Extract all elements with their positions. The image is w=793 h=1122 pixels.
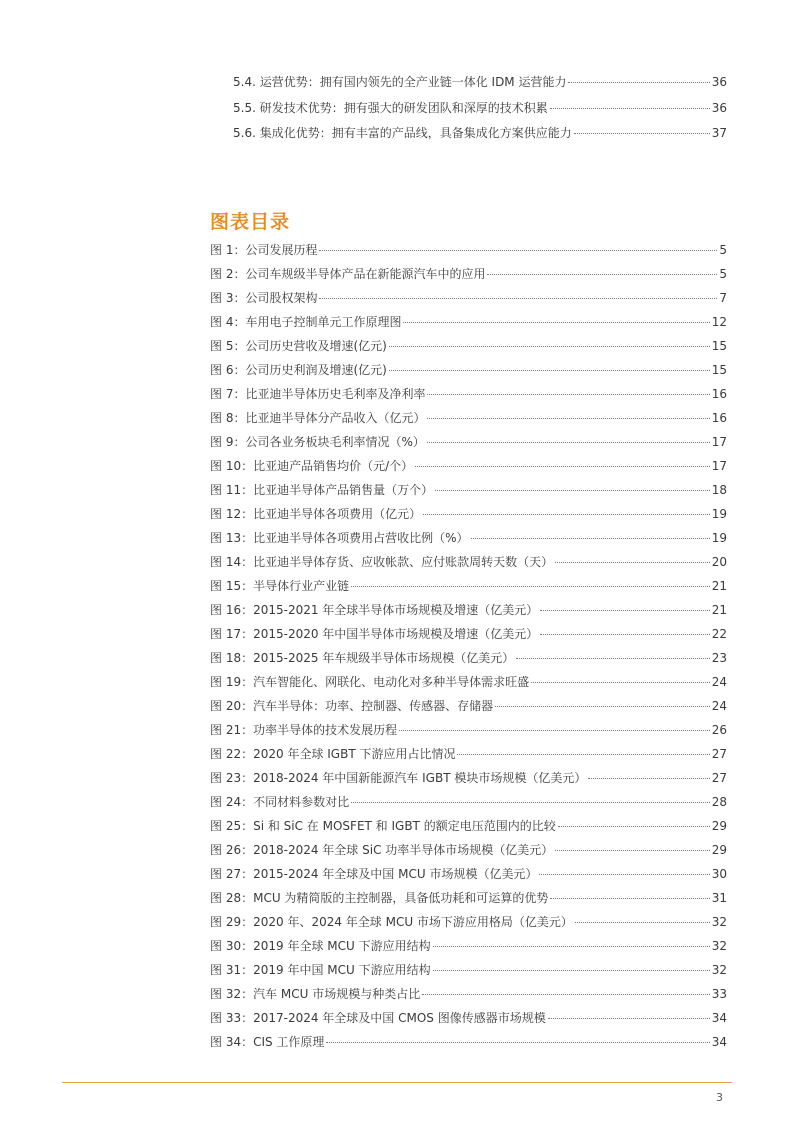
figure-entry-label: 图 22：2020 年全球 IGBT 下游应用占比情况	[210, 747, 456, 761]
figure-entry-label: 图 19：汽车智能化、网联化、电动化对多种半导体需求旺盛	[210, 675, 530, 689]
figure-entry-page: 32	[711, 963, 727, 977]
dot-leader	[550, 108, 710, 109]
figure-entry-label: 图 21：功率半导体的技术发展历程	[210, 723, 398, 737]
dot-leader	[319, 298, 717, 299]
dot-leader	[326, 1042, 709, 1043]
dot-leader	[555, 850, 709, 851]
figure-entry[interactable]	[210, 482, 727, 498]
figure-entry[interactable]	[210, 962, 727, 978]
figure-entry-label: 图 4：车用电子控制单元工作原理图	[210, 315, 402, 329]
dot-leader	[351, 586, 710, 587]
figure-entry-label: 图 18：2015-2025 年车规级半导体市场规模（亿美元）	[210, 651, 515, 665]
dot-leader	[574, 133, 710, 134]
figure-entry-label: 图 10：比亚迪产品销售均价（元/个）	[210, 459, 414, 473]
figure-entry-page: 29	[711, 819, 727, 833]
figure-entry-page: 21	[711, 603, 727, 617]
figure-index-title: 图表目录	[210, 211, 291, 233]
figure-entry-label: 图 3：公司股权架构	[210, 291, 318, 305]
figure-entry-page: 27	[711, 771, 727, 785]
figure-entry-page: 15	[711, 363, 727, 377]
dot-leader	[435, 490, 710, 491]
figure-entry-label: 图 17：2015-2020 年中国半导体市场规模及增速（亿美元）	[210, 627, 539, 641]
figure-entry-label: 图 5：公司历史营收及增速(亿元)	[210, 339, 387, 353]
figure-entry-page: 15	[711, 339, 727, 353]
figure-entry-label: 图 13：比亚迪半导体各项费用占营收比例（%）	[210, 531, 469, 545]
figure-entry[interactable]	[210, 554, 727, 570]
figure-entry-page: 30	[711, 867, 727, 881]
figure-entry[interactable]	[210, 842, 727, 858]
dot-leader	[555, 562, 710, 563]
figure-entry[interactable]	[210, 506, 727, 522]
toc-entry-5-4[interactable]	[233, 74, 727, 90]
figure-entry-label: 图 32：汽车 MCU 市场规模与种类占比	[210, 987, 421, 1001]
dot-leader	[427, 442, 710, 443]
dot-leader	[403, 322, 709, 323]
dot-leader	[558, 826, 710, 827]
figure-entry[interactable]	[210, 914, 727, 930]
toc-entry-5-6[interactable]	[233, 125, 727, 141]
figure-entry-label: 图 16：2015-2021 年全球半导体市场规模及增速（亿美元）	[210, 603, 539, 617]
dot-leader	[457, 754, 709, 755]
toc-entry-label: 5.4. 运营优势：拥有国内领先的全产业链一体化 IDM 运营能力	[233, 75, 567, 89]
dot-leader	[540, 610, 709, 611]
figure-entry-label: 图 28：MCU 为精简版的主控制器，具备低功耗和可运算的优势	[210, 891, 549, 905]
dot-leader	[427, 394, 709, 395]
figure-entry-label: 图 24：不同材料参数对比	[210, 795, 350, 809]
dot-leader	[427, 418, 709, 419]
figure-entry[interactable]	[210, 722, 727, 738]
figure-entry-page: 29	[711, 843, 727, 857]
dot-leader	[540, 634, 709, 635]
figure-entry-page: 12	[711, 315, 727, 329]
figure-entry[interactable]	[210, 938, 727, 954]
dot-leader	[575, 922, 710, 923]
figure-entry[interactable]	[210, 866, 727, 882]
dot-leader	[415, 466, 710, 467]
figure-entry-page: 16	[711, 387, 727, 401]
dot-leader	[351, 802, 710, 803]
dot-leader	[471, 538, 710, 539]
figure-entry-label: 图 6：公司历史利润及增速(亿元)	[210, 363, 387, 377]
figure-entry-label: 图 31：2019 年中国 MCU 下游应用结构	[210, 963, 431, 977]
toc-entry-label: 5.6. 集成化优势：拥有丰富的产品线，具备集成化方案供应能力	[233, 126, 572, 140]
figure-entry[interactable]	[210, 770, 727, 786]
figure-entry[interactable]	[210, 338, 727, 354]
figure-entry-label: 图 14：比亚迪半导体存货、应收帐款、应付账款周转天数（天）	[210, 555, 554, 569]
figure-entry[interactable]	[210, 410, 727, 426]
figure-entry-page: 33	[711, 987, 727, 1001]
figure-entry[interactable]	[210, 458, 727, 474]
figure-entry-label: 图 2：公司车规级半导体产品在新能源汽车中的应用	[210, 267, 486, 281]
figure-entry[interactable]	[210, 1034, 727, 1050]
dot-leader	[548, 1018, 710, 1019]
dot-leader	[399, 730, 710, 731]
page-number: 3	[716, 1091, 723, 1104]
figure-entry[interactable]	[210, 986, 727, 1002]
figure-entry[interactable]	[210, 530, 727, 546]
figure-entry-page: 23	[711, 651, 727, 665]
figure-entry[interactable]	[210, 746, 727, 762]
figure-entry-label: 图 23：2018-2024 年中国新能源汽车 IGBT 模块市场规模（亿美元）	[210, 771, 587, 785]
figure-entry[interactable]	[210, 314, 727, 330]
figure-entry-page: 20	[711, 555, 727, 569]
dot-leader	[550, 898, 709, 899]
figure-entry[interactable]	[210, 794, 727, 810]
figure-entry-page: 19	[711, 531, 727, 545]
figure-entry-page: 28	[711, 795, 727, 809]
figure-entry-page: 16	[711, 411, 727, 425]
toc-entry-page: 37	[711, 126, 727, 140]
figure-entry-label: 图 30：2019 年全球 MCU 下游应用结构	[210, 939, 431, 953]
figure-entry[interactable]	[210, 386, 727, 402]
dot-leader	[389, 370, 710, 371]
figure-entry[interactable]	[210, 1010, 727, 1026]
figure-entry-page: 5	[719, 243, 727, 257]
figure-entry[interactable]	[210, 650, 727, 666]
figure-entry-label: 图 12：比亚迪半导体各项费用（亿元）	[210, 507, 422, 521]
dot-leader	[516, 658, 709, 659]
dot-leader	[423, 514, 710, 515]
figure-entry-label: 图 20：汽车半导体：功率、控制器、传感器、存储器	[210, 699, 494, 713]
figure-entry-page: 26	[711, 723, 727, 737]
figure-entry-page: 5	[719, 267, 727, 281]
dot-leader	[568, 82, 709, 83]
figure-entry-page: 32	[711, 939, 727, 953]
dot-leader	[539, 874, 709, 875]
figure-entry-label: 图 25：Si 和 SiC 在 MOSFET 和 IGBT 的额定电压范围内的比较	[210, 819, 556, 833]
toc-entry-label: 5.5. 研发技术优势：拥有强大的研发团队和深厚的技术积累	[233, 101, 548, 115]
figure-entry-label: 图 26：2018-2024 年全球 SiC 功率半导体市场规模（亿美元）	[210, 843, 554, 857]
figure-entry[interactable]	[210, 578, 727, 594]
figure-entry-label: 图 1：公司发展历程	[210, 243, 318, 257]
dot-leader	[433, 946, 710, 947]
figure-entry[interactable]	[210, 674, 727, 690]
figure-entry-label: 图 15：半导体行业产业链	[210, 579, 350, 593]
figure-entry-page: 7	[719, 291, 727, 305]
toc-entry-page: 36	[711, 75, 727, 89]
figure-entry[interactable]	[210, 698, 727, 714]
toc-entry-page: 36	[711, 101, 727, 115]
figure-entry-page: 24	[711, 675, 727, 689]
figure-entry-label: 图 9：公司各业务板块毛利率情况（%）	[210, 435, 425, 449]
dot-leader	[531, 682, 710, 683]
figure-entry-label: 图 11：比亚迪半导体产品销售量（万个）	[210, 483, 434, 497]
figure-entry-page: 34	[711, 1011, 727, 1025]
figure-entry-page: 18	[711, 483, 727, 497]
figure-entry-page: 22	[711, 627, 727, 641]
figure-entry[interactable]	[210, 242, 727, 258]
figure-entry-label: 图 33：2017-2024 年全球及中国 CMOS 图像传感器市场规模	[210, 1011, 546, 1025]
dot-leader	[588, 778, 709, 779]
figure-entry-page: 27	[711, 747, 727, 761]
figure-entry-label: 图 29：2020 年、2024 年全球 MCU 市场下游应用格局（亿美元）	[210, 915, 573, 929]
figure-entry-page: 21	[711, 579, 727, 593]
figure-entry-label: 图 27：2015-2024 年全球及中国 MCU 市场规模（亿美元）	[210, 867, 538, 881]
figure-entry[interactable]	[210, 890, 727, 906]
footer-divider	[62, 1082, 732, 1083]
figure-entry-page: 19	[711, 507, 727, 521]
figure-entry[interactable]	[210, 434, 727, 450]
figure-entry-page: 32	[711, 915, 727, 929]
figure-entry[interactable]	[210, 290, 727, 306]
figure-entry-page: 31	[711, 891, 727, 905]
figure-entry[interactable]	[210, 266, 727, 282]
toc-entry-5-5[interactable]	[233, 100, 727, 116]
figure-entry-label: 图 8：比亚迪半导体分产品收入（亿元）	[210, 411, 426, 425]
figure-entry[interactable]	[210, 362, 727, 378]
figure-entry[interactable]	[210, 602, 727, 618]
figure-entry[interactable]	[210, 626, 727, 642]
dot-leader	[319, 250, 717, 251]
figure-entry-label: 图 7：比亚迪半导体历史毛利率及净利率	[210, 387, 426, 401]
dot-leader	[422, 994, 709, 995]
dot-leader	[433, 970, 710, 971]
figure-entry-page: 17	[711, 435, 727, 449]
figure-entry[interactable]	[210, 818, 727, 834]
figure-entry-page: 34	[711, 1035, 727, 1049]
figure-entry-page: 17	[711, 459, 727, 473]
figure-entry-page: 24	[711, 699, 727, 713]
dot-leader	[389, 346, 710, 347]
dot-leader	[487, 274, 717, 275]
dot-leader	[495, 706, 710, 707]
figure-entry-label: 图 34：CIS 工作原理	[210, 1035, 325, 1049]
